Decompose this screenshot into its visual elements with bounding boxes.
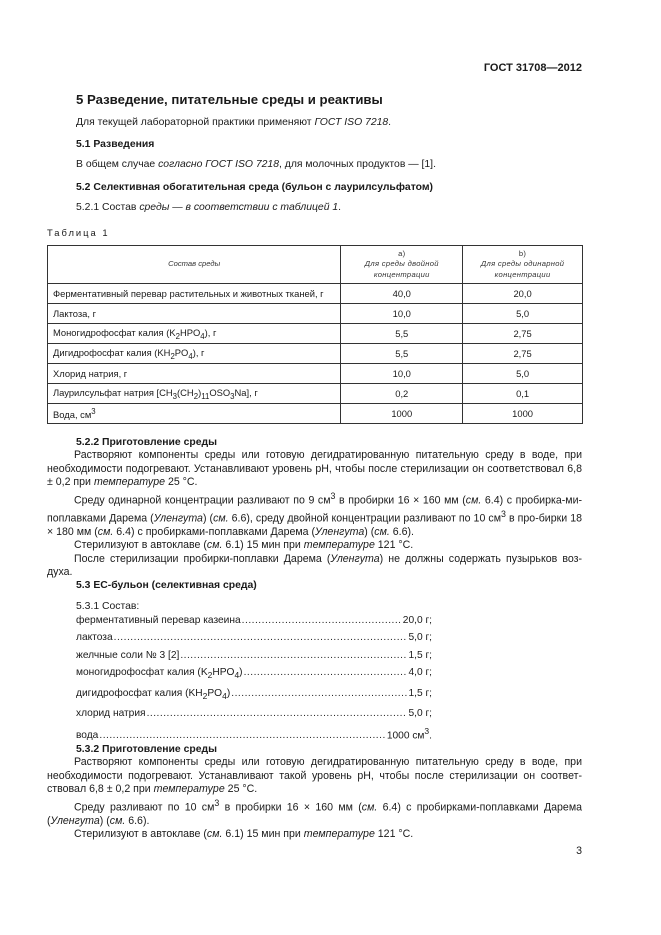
table-row <box>48 324 583 344</box>
section-5-title: 5 Разведение, питательные среды и реактивы <box>76 92 383 107</box>
table-cell-single: 2,75 <box>463 344 583 364</box>
section-5-intro: Для текущей лабораторной практики применяют ГОСТ ISO 7218. <box>76 117 392 128</box>
list-item: дигидрофосфат калия $(KH_2PO_4)$ ..... 1,5 г; <box>76 685 432 705</box>
table-header-composition: Состав среды <box>48 246 341 284</box>
table-cell-single: 5,0 <box>463 304 583 324</box>
section-5-3-1-label: 5.3.1 Состав: <box>76 601 140 612</box>
section-5-3-2-body <box>47 756 582 842</box>
list-item: ферментативный перевар казеина ..... 20,0 г; <box>76 612 432 629</box>
table-cell-single: 5,0 <box>463 364 583 384</box>
table-cell-double: 40,0 <box>341 284 463 304</box>
list-item: моногидрофосфат калия $(K_2HPO_4)$ ..... 4,0 г; <box>76 664 432 684</box>
section-5-2-2-body <box>47 449 582 580</box>
table-cell-name: Лактоза, г <box>48 304 341 324</box>
section-5-3-title: 5.3 ЕС-бульон (селективная среда) <box>76 580 257 591</box>
table-row <box>48 384 583 404</box>
list-item: вода ..... 1000 $см^3$. <box>76 723 432 745</box>
table-row <box>48 304 583 324</box>
section-5-1-text: В общем случае согласно ГОСТ ISO 7218, для молочных продуктов — [1]. <box>76 159 436 170</box>
table-cell-name: Лаурилсульфат натрия $[CH_3(CH_2)_{11}OSO_3Na]$, г <box>48 384 341 404</box>
table-row <box>48 284 583 304</box>
table-header-double: а) Для среды двойной концентрации <box>341 246 463 284</box>
section-5-1-title: 5.1 Разведения <box>76 139 155 150</box>
paragraph: Растворяют компоненты среды или готовую дегидратированную питательную среду в воде, при необходимости подогревают. Устанавливают уровень рН, чтобы после стерилизации он соответствовал 6,8 ± 0,2 при температуре 25 °С. <box>47 449 582 488</box>
list-item: лактоза ..... 5,0 г; <box>76 629 432 646</box>
list-item: желчные соли № 3 [2] ..... 1,5 г; <box>76 647 432 664</box>
paragraph: Среду разливают по 10 $см^3$ в пробирки 16 × 160 мм (см. 6.4) с пробирками-поплавками Дарема (Уленгута) (см. 6.6). <box>47 797 582 827</box>
table-cell-name: Ферментативный перевар растительных и животных тканей, г <box>48 284 341 304</box>
table-1 <box>47 245 583 424</box>
table-cell-single: 2,75 <box>463 324 583 344</box>
table-cell-double: 1000 <box>341 404 463 424</box>
table-row <box>48 364 583 384</box>
section-5-3-2-title: 5.3.2 Приготовление среды <box>76 744 217 755</box>
table-cell-single: 1000 <box>463 404 583 424</box>
section-5-2-2-title: 5.2.2 Приготовление среды <box>76 437 217 448</box>
table-cell-name: Дигидрофосфат калия $(KH_2PO_4)$, г <box>48 344 341 364</box>
page-number: 3 <box>576 845 582 857</box>
table-cell-double: 10,0 <box>341 364 463 384</box>
composition-list <box>76 612 432 744</box>
table-cell-double: 10,0 <box>341 304 463 324</box>
paragraph: Стерилизуют в автоклаве (см. 6.1) 15 мин при температуре 121 °С. <box>74 539 414 552</box>
paragraph: Стерилизуют в автоклаве (см. 6.1) 15 мин при температуре 121 °С. <box>74 828 414 841</box>
table-cell-double: 5,5 <box>341 344 463 364</box>
table-cell-single: 20,0 <box>463 284 583 304</box>
table-row <box>48 344 583 364</box>
table-cell-single: 0,1 <box>463 384 583 404</box>
list-item: хлорид натрия ..... 5,0 г; <box>76 705 432 722</box>
paragraph: Растворяют компоненты среды или готовую дегидратированную питательную среду в воде, при необходимости подогревают. Устанавливают такой уровень рН, чтобы после стерилизации он соответ-ствовал 6,8 ± 0,2 при температуре 25 °С. <box>47 756 582 795</box>
table-cell-name: Моногидрофосфат калия $(K_2HPO_4)$, г <box>48 324 341 344</box>
table-cell-double: 0,2 <box>341 384 463 404</box>
table-cell-name: Хлорид натрия, г <box>48 364 341 384</box>
table-1-caption: Таблица 1 <box>47 227 110 238</box>
table-header-single: b) Для среды одинарной концентрации <box>463 246 583 284</box>
table-cell-double: 5,5 <box>341 324 463 344</box>
table-cell-name: Вода, $см^3$ <box>48 404 341 424</box>
section-5-2-title: 5.2 Селективная обогатительная среда (бульон с лаурилсульфатом) <box>76 182 433 193</box>
paragraph: После стерилизации пробирки-поплавки Дарема (Уленгута) не должны содержать пузырьков воз-духа. <box>47 552 582 579</box>
table-row <box>48 404 583 424</box>
paragraph: Среду одинарной концентрации разливают по 9 $см^3$ в пробирки 16 × 160 мм (см. 6.4) с пробирка-ми-поплавками Дарема (Уленгута) (см. 6.6), среду двойной концентрации разливают по 10 $см^3$ в про-бирки 18 × 180 мм (см. 6.4) с пробирками-поплавками Дарема (Уленгута) (см. 6.6). <box>47 490 583 538</box>
document-id: ГОСТ 31708—2012 <box>483 62 582 74</box>
section-5-2-1-text: 5.2.1 Состав среды — в соответствии с таблицей 1. <box>76 202 342 213</box>
